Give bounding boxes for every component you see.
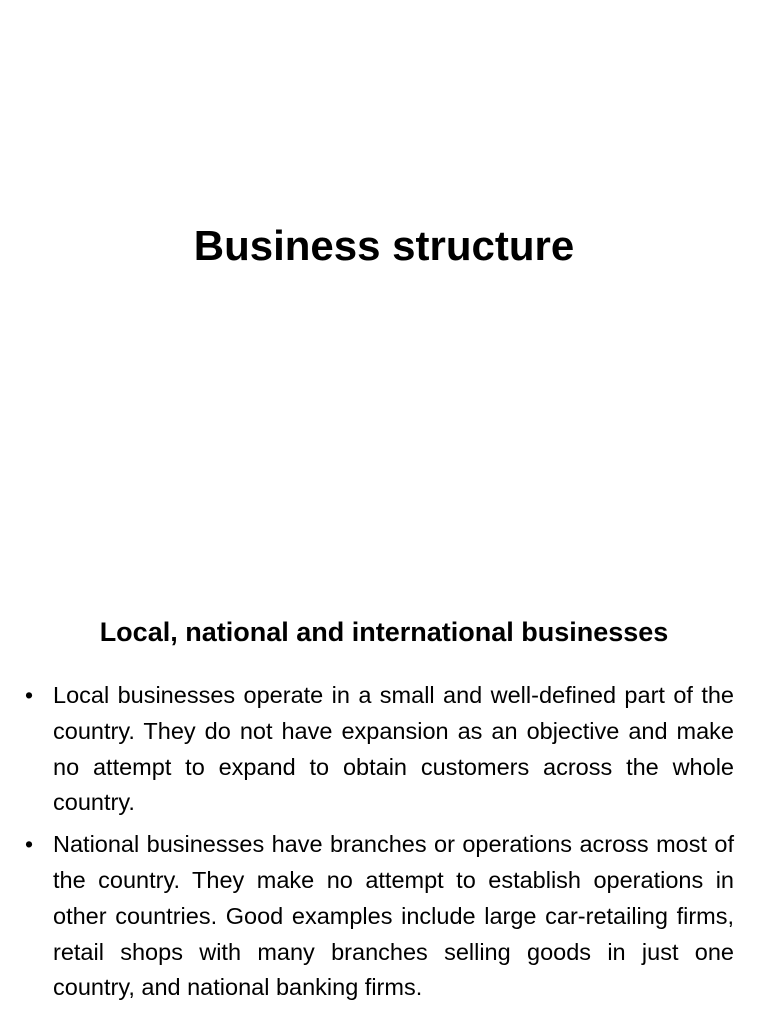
slide-title: Business structure [193,222,575,269]
content-slide [0,576,768,1024]
list-item [25,678,734,821]
bullet-list [25,678,734,1012]
bullet-icon: • [25,682,34,708]
bullet-text: National businesses have branches or operations across most of the country. They make no attempt to establish operations in other countries. Good examples include large car-retailing firms, retail shops with many branches selling goods in just one country, and national banking firms. [53,831,734,1001]
bullet-text: Local businesses operate in a small and well-defined part of the country. They do not have expansion as an objective and make no attempt to expand to obtain customers across the whole country. [53,682,734,816]
section-heading: Local, national and international businesses [99,617,669,647]
list-item [25,827,734,1006]
bullet-icon: • [25,831,34,858]
